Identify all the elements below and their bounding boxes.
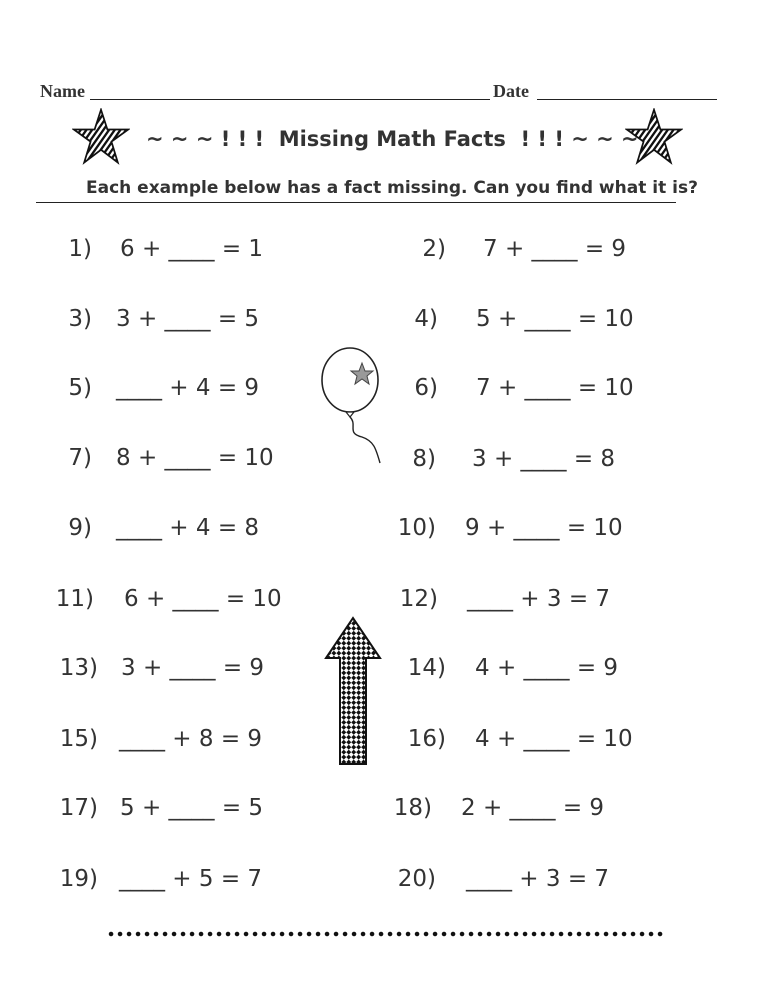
problem-equation[interactable]: 6 + ____ = 1 (120, 236, 264, 262)
balloon-icon (318, 345, 388, 465)
problem-equation[interactable]: 7 + ____ = 9 (483, 236, 627, 262)
problem-number: 11) (55, 586, 94, 612)
problem-number: 10) (397, 515, 436, 541)
problem-number: 18) (393, 795, 432, 821)
problem-equation[interactable]: 5 + ____ = 10 (476, 306, 634, 332)
date-blank-line[interactable] (537, 99, 717, 100)
problem-number: 1) (68, 236, 92, 262)
problem-equation[interactable]: ____ + 5 = 7 (119, 866, 263, 892)
problem-equation[interactable]: 3 + ____ = 9 (121, 655, 265, 681)
problem-number: 8) (412, 446, 436, 472)
problem-number: 9) (68, 515, 92, 541)
problem-number: 3) (68, 306, 92, 332)
problem-equation[interactable]: 8 + ____ = 10 (116, 445, 274, 471)
problem-number: 7) (68, 445, 92, 471)
striped-star-icon (72, 108, 130, 166)
problem-equation[interactable]: 4 + ____ = 9 (475, 655, 619, 681)
problem-number: 12) (399, 586, 438, 612)
problem-number: 16) (407, 726, 446, 752)
problem-equation[interactable]: ____ + 4 = 8 (116, 515, 260, 541)
problem-number: 17) (59, 795, 98, 821)
problem-equation[interactable]: 2 + ____ = 9 (461, 795, 605, 821)
problem-equation[interactable]: 3 + ____ = 5 (116, 306, 260, 332)
problem-number: 20) (397, 866, 436, 892)
problem-equation[interactable]: ____ + 3 = 7 (467, 586, 611, 612)
problem-number: 19) (59, 866, 98, 892)
date-label: Date (493, 81, 529, 101)
name-label: Name (40, 81, 85, 101)
problem-equation[interactable]: ____ + 4 = 9 (116, 375, 260, 401)
problem-equation[interactable]: ____ + 8 = 9 (119, 726, 263, 752)
problem-equation[interactable]: 9 + ____ = 10 (465, 515, 623, 541)
problem-number: 14) (407, 655, 446, 681)
problem-equation[interactable]: 6 + ____ = 10 (124, 586, 282, 612)
problem-number: 13) (59, 655, 98, 681)
problem-number: 5) (68, 375, 92, 401)
problem-equation[interactable]: ____ + 3 = 7 (466, 866, 610, 892)
worksheet-title: ~ ~ ~ ! ! ! Missing Math Facts ! ! ! ~ ~ ~ (146, 127, 639, 151)
instructions-underline (36, 202, 676, 203)
problem-equation[interactable]: 3 + ____ = 8 (472, 446, 616, 472)
problem-equation[interactable]: 7 + ____ = 10 (476, 375, 634, 401)
instructions-text: Each example below has a fact missing. Can you find what it is? (86, 178, 698, 198)
problem-number: 6) (414, 375, 438, 401)
problem-number: 15) (59, 726, 98, 752)
name-blank-line[interactable] (90, 99, 490, 100)
problem-equation[interactable]: 5 + ____ = 5 (120, 795, 264, 821)
problem-number: 4) (414, 306, 438, 332)
problem-number: 2) (422, 236, 446, 262)
problem-equation[interactable]: 4 + ____ = 10 (475, 726, 633, 752)
dotted-divider (108, 928, 664, 940)
checkered-up-arrow-icon (324, 616, 382, 766)
